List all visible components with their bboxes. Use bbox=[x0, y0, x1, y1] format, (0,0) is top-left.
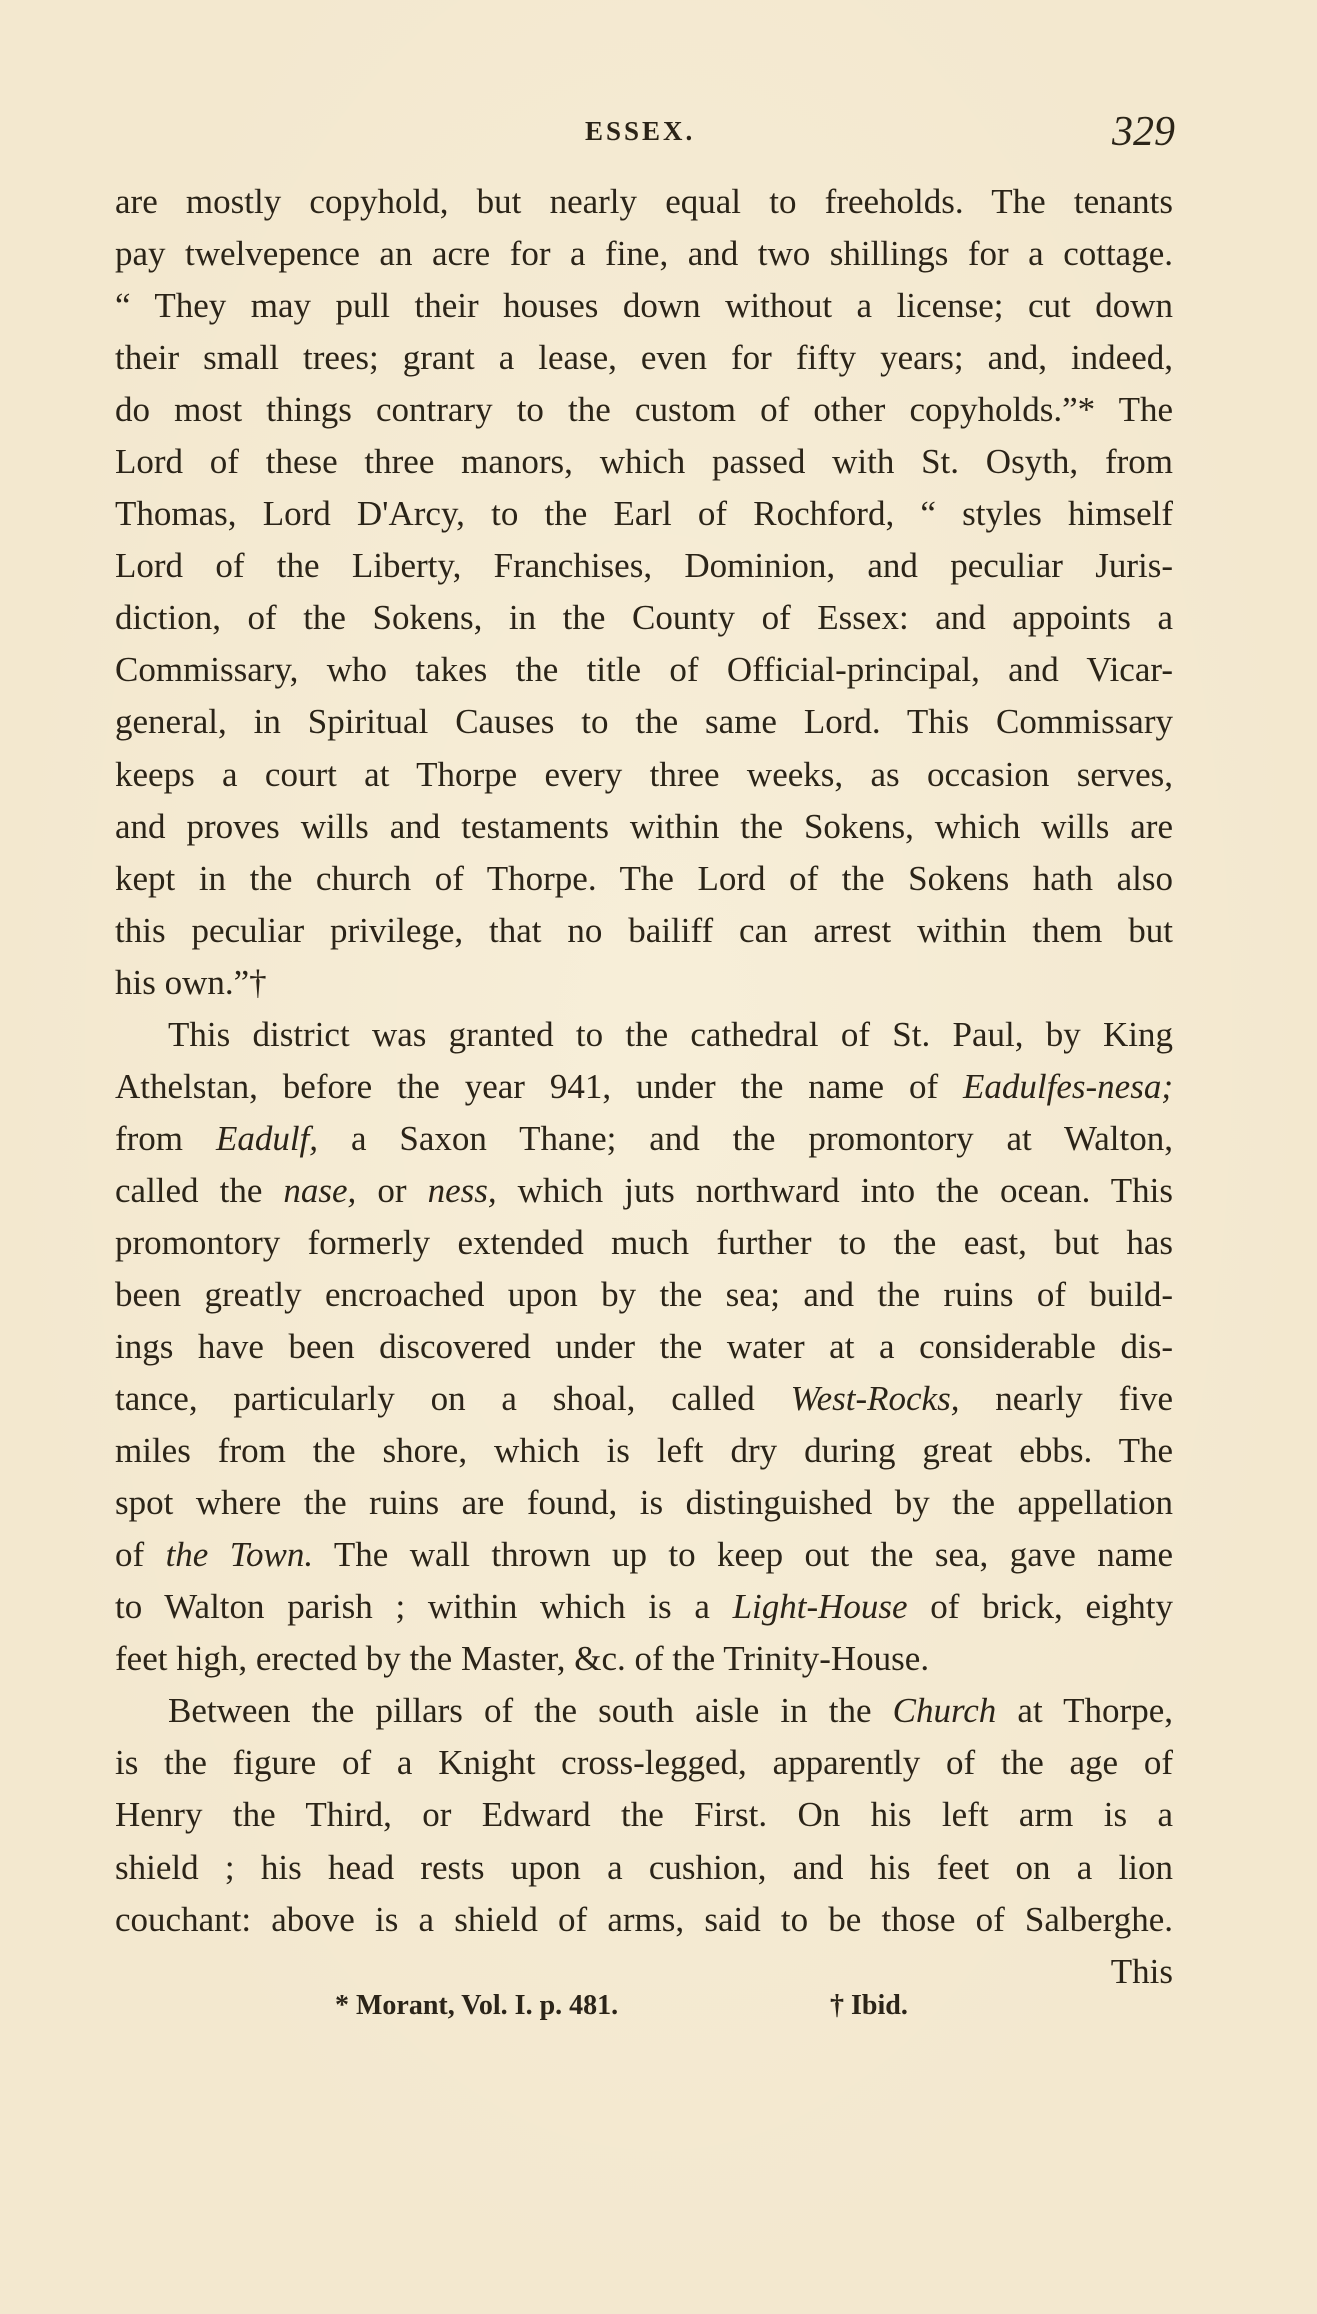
italic-term: Light-House bbox=[732, 1587, 908, 1627]
text-line: spot where the ruins are found, is distinguished by the appellation bbox=[115, 1483, 1173, 1523]
text-fragment: a Saxon Thane; and the promontory at Walton, bbox=[318, 1118, 1173, 1158]
page-number: 329 bbox=[1112, 109, 1175, 155]
text-line bbox=[115, 1165, 1173, 1217]
text-line bbox=[115, 1529, 1173, 1581]
text-line: promontory formerly extended much further to the east, but has bbox=[115, 1222, 1173, 1262]
text-line: his own.”† bbox=[115, 962, 267, 1002]
text-line: couchant: above is a shield of arms, said to be those of Salberghe. bbox=[115, 1899, 1173, 1939]
text-fragment: of brick, eighty bbox=[907, 1587, 1173, 1627]
text-line: been greatly encroached upon by the sea; and the ruins of build- bbox=[115, 1274, 1173, 1314]
paragraph-start-line: This district was granted to the cathedral of St. Paul, by King bbox=[168, 1014, 1173, 1054]
text-line: Thomas, Lord D'Arcy, to the Earl of Rochford, “ styles himself bbox=[115, 494, 1173, 534]
text-line bbox=[115, 1113, 1173, 1165]
italic-term: the Town. bbox=[165, 1535, 314, 1575]
text-fragment: tance, particularly on a shoal, called bbox=[115, 1379, 791, 1419]
text-line: Henry the Third, or Edward the First. On his left arm is a bbox=[115, 1795, 1173, 1835]
text-line: “ They may pull their houses down without a license; cut down bbox=[115, 286, 1173, 326]
text-line: shield ; his head rests upon a cushion, and his feet on a lion bbox=[115, 1847, 1173, 1887]
running-head: ESSEX. bbox=[585, 116, 696, 146]
text-line: is the figure of a Knight cross-legged, apparently of the age of bbox=[115, 1743, 1173, 1783]
text-fragment: of bbox=[115, 1535, 166, 1575]
paragraph-start-line bbox=[115, 1685, 1173, 1737]
text-line: pay twelvepence an acre for a fine, and two shillings for a cottage. bbox=[115, 234, 1173, 274]
footnote-ibid: † Ibid. bbox=[830, 1990, 908, 2021]
text-line: Commissary, who takes the title of Official-principal, and Vicar- bbox=[115, 650, 1173, 690]
text-line: ings have been discovered under the water at a considerable dis- bbox=[115, 1327, 1173, 1367]
text-line: miles from the shore, which is left dry during great ebbs. The bbox=[115, 1431, 1173, 1471]
text-line: this peculiar privilege, that no bailiff can arrest within them but bbox=[115, 910, 1173, 950]
text-fragment: Athelstan, before the year 941, under the name of bbox=[115, 1066, 964, 1106]
italic-term: Eadulfes-nesa; bbox=[963, 1066, 1173, 1106]
text-fragment: Between the pillars of the south aisle in the bbox=[168, 1691, 893, 1731]
text-line: their small trees; grant a lease, even for fifty years; and, indeed, bbox=[115, 338, 1173, 378]
text-line: kept in the church of Thorpe. The Lord of the Sokens hath also bbox=[115, 858, 1173, 898]
text-fragment: from bbox=[115, 1118, 216, 1158]
text-line: feet high, erected by the Master, &c. of the Trinity-House. bbox=[115, 1639, 930, 1679]
page-header bbox=[115, 108, 1175, 168]
italic-term: Church bbox=[892, 1691, 997, 1731]
text-line bbox=[115, 1581, 1173, 1633]
text-line: diction, of the Sokens, in the County of Essex: and appoints a bbox=[115, 598, 1173, 638]
text-fragment: nearly five bbox=[959, 1379, 1173, 1419]
catchword: This bbox=[1110, 1951, 1173, 1991]
body-text bbox=[115, 176, 1173, 1998]
text-line bbox=[115, 1061, 1173, 1113]
text-line: and proves wills and testaments within the Sokens, which wills are bbox=[115, 806, 1173, 846]
text-fragment: at Thorpe, bbox=[996, 1691, 1173, 1731]
text-line: Lord of the Liberty, Franchises, Dominion, and peculiar Juris- bbox=[115, 546, 1173, 586]
footnotes bbox=[115, 1990, 1173, 2040]
text-line: general, in Spiritual Causes to the same Lord. This Commissary bbox=[115, 702, 1173, 742]
text-line: keeps a court at Thorpe every three weeks, as occasion serves, bbox=[115, 754, 1173, 794]
text-line: are mostly copyhold, but nearly equal to freeholds. The tenants bbox=[115, 182, 1173, 221]
text-line bbox=[115, 1373, 1173, 1425]
italic-term: Eadulf, bbox=[215, 1118, 319, 1158]
footnote-morant: * Morant, Vol. I. p. 481. bbox=[335, 1990, 619, 2021]
text-fragment: The wall thrown up to keep out the sea, gave name bbox=[313, 1535, 1173, 1575]
text-fragment: or bbox=[356, 1170, 428, 1210]
text-line: do most things contrary to the custom of other copyholds.”* The bbox=[115, 390, 1173, 430]
italic-term: West-Rocks, bbox=[790, 1379, 960, 1419]
text-line: Lord of these three manors, which passed with St. Osyth, from bbox=[115, 442, 1173, 482]
text-fragment: called the bbox=[115, 1170, 284, 1210]
text-fragment: to Walton parish ; within which is a bbox=[115, 1587, 733, 1627]
italic-term: ness, bbox=[427, 1170, 497, 1210]
italic-term: nase, bbox=[283, 1170, 357, 1210]
text-fragment: which juts northward into the ocean. This bbox=[496, 1170, 1173, 1210]
